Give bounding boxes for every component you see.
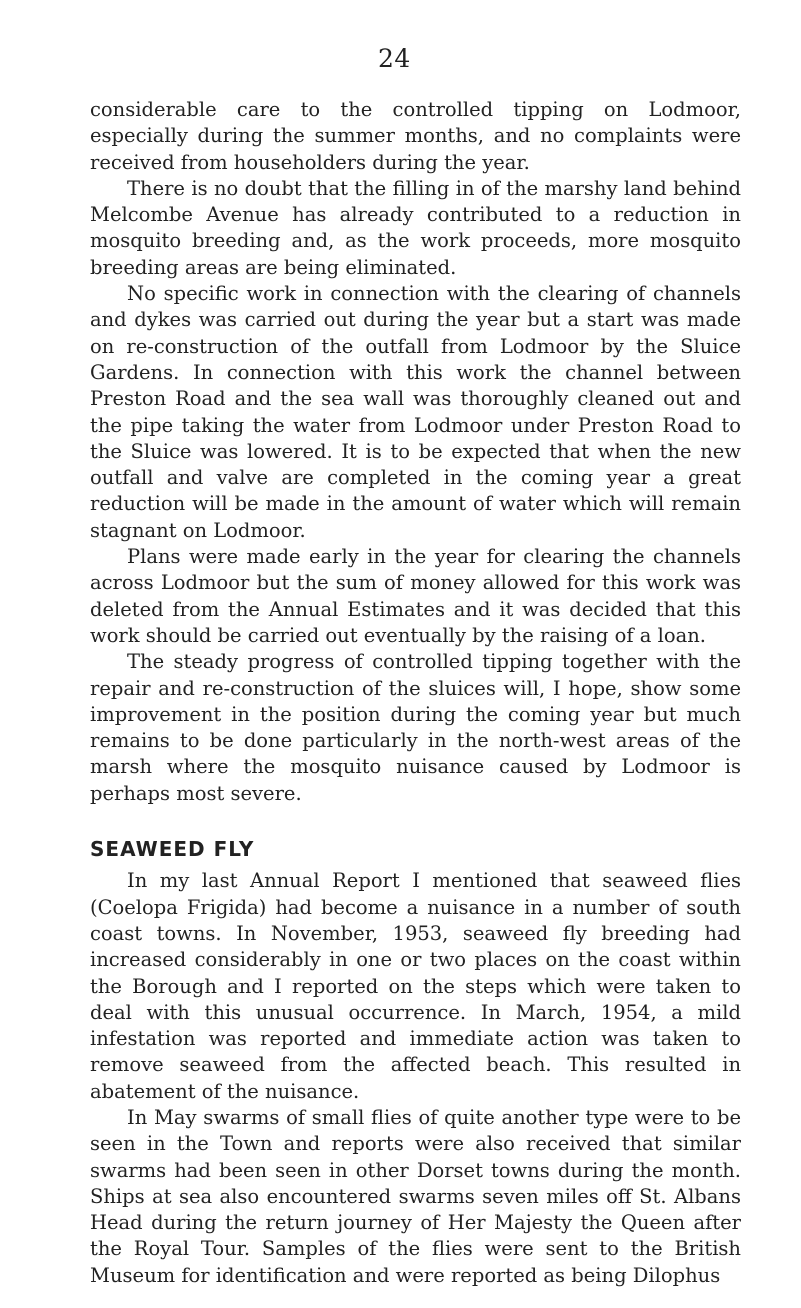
page-number: 24 bbox=[378, 44, 411, 73]
paragraph-melcombe-avenue: There is no doubt that the filling in of the marshy land behind Melcombe Avenue has already contributed to a reduction in mosquito breeding and, as the work proceeds, more mosquito breeding areas are being eliminated. bbox=[90, 176, 741, 279]
paragraph-may-swarms: In May swarms of small flies of quite another type were to be seen in the Town and reports were also received that similar swarms had been seen in other Dorset towns during the month. Ships at sea also encountered swarms seven miles off St. Albans Head during the return journey of Her Majesty the Queen after the Royal Tour. Samples of the flies were sent to the British Museum for identification and were reported as being Dilophus bbox=[90, 1105, 741, 1287]
paragraph-steady-progress: The steady progress of controlled tipping together with the repair and re-construction of the sluices will, I hope, show some improvement in the position during the coming year but much remains to be done particularly in the north-west areas of the marsh where the mosquito nuisance caused by Lodmoor is perhaps most severe. bbox=[90, 650, 741, 805]
paragraph-plans: Plans were made early in the year for clearing the channels across Lodmoor but the sum of money allowed for this work was deleted from the Annual Estimates and it was decided that this work should be carried out eventually by the raising of a loan. bbox=[90, 545, 741, 647]
paragraph-annual-report: In my last Annual Report I mentioned that seaweed flies (Coelopa Frigida) had become a nuisance in a number of south coast towns. In November, 1953, seaweed fly breeding had increased considerably in one or two places on the coast within the Borough and I reported on the steps which were taken to deal with this unusual occurrence. In March, 1954, a mild infestation was reported and immediate action was taken to remove seaweed from the affected beach. This resulted in abatement of the nuisance. bbox=[90, 869, 741, 1103]
paragraph-channels-dykes: No specific work in connection with the clearing of channels and dykes was carried out during the year but a start was made on re-construction of the outfall from Lodmoor by the Sluice Gardens. In connection with this work the channel between Preston Road and the sea wall was thoroughly cleaned out and the pipe taking the water from Lodmoor under Preston Road to the Sluice was lowered. It is to be expected that when the new outfall and valve are completed in the coming year a great reduction will be made in the amount of water which will remain stagnant on Lodmoor. bbox=[90, 282, 741, 542]
section-heading-seaweed-fly: SEAWEED FLY bbox=[90, 837, 255, 862]
paragraph-continuation: considerable care to the controlled tipping on Lodmoor, especially during the summer months, and no complaints were received from householders during the year. bbox=[90, 98, 741, 174]
document-body bbox=[90, 97, 741, 1289]
